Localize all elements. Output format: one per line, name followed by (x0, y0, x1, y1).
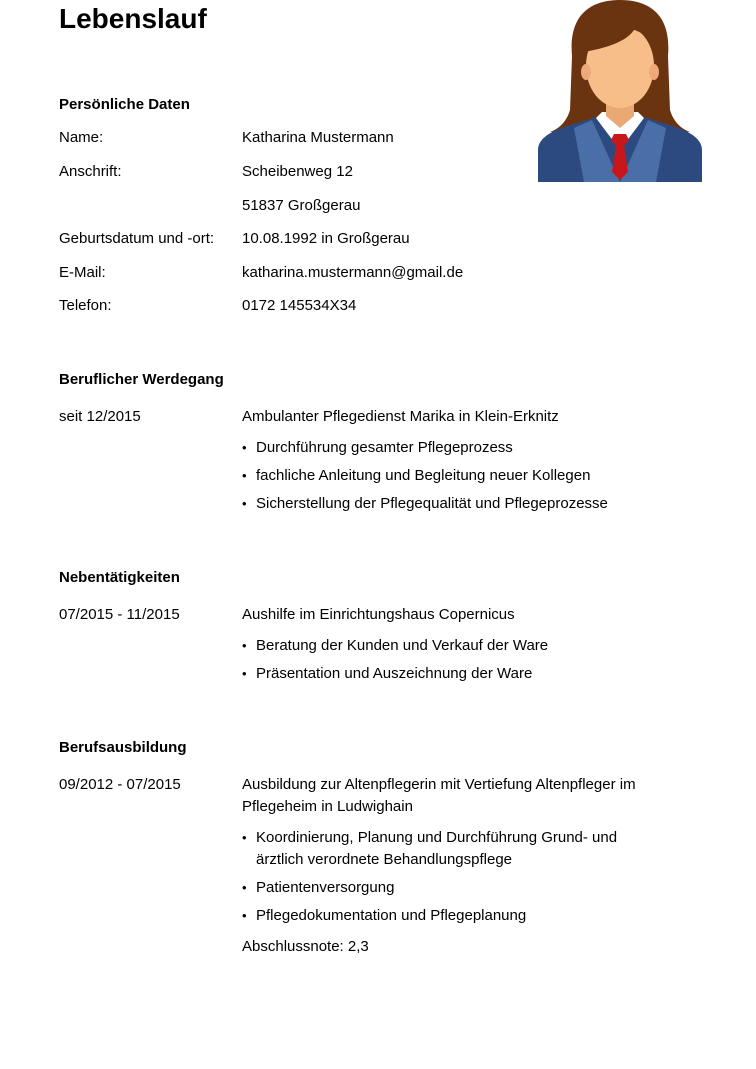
section-heading-personal: Persönliche Daten (59, 96, 190, 113)
phone-label: Telefon: (59, 297, 112, 314)
list-item: • Präsentation und Auszeichnung der Ware (242, 663, 662, 685)
career-date: seit 12/2015 (59, 408, 141, 425)
page-title: Lebenslauf (59, 3, 207, 34)
list-item: • Pflegedokumentation und Pflegeplanung (242, 905, 662, 927)
list-item: • Beratung der Kunden und Verkauf der Ware (242, 635, 662, 657)
woman-avatar-icon (534, 0, 706, 182)
side-job-employer: Aushilfe im Einrichtungshaus Copernicus (242, 606, 515, 623)
list-item: • fachliche Anleitung und Begleitung neuer Kollegen (242, 465, 662, 487)
birth-label: Geburtsdatum und -ort: (59, 230, 215, 247)
name-label: Name: (59, 129, 104, 146)
career-employer: Ambulanter Pflegedienst Marika in Klein-Erknitz (242, 408, 559, 425)
list-item: • Patientenversorgung (242, 877, 662, 899)
address-label: Anschrift: (59, 163, 122, 180)
training-date: 09/2012 - 07/2015 (59, 776, 181, 793)
final-grade: Abschlussnote: 2,3 (242, 938, 369, 955)
name-value: Katharina Mustermann (242, 129, 394, 146)
email-label: E-Mail: (59, 264, 106, 281)
city-value: 51837 Großgerau (242, 197, 361, 214)
list-item: • Durchführung gesamter Pflegeprozess (242, 437, 662, 459)
section-heading-side-jobs: Nebentätigkeiten (59, 569, 180, 586)
list-item: • Sicherstellung der Pflegequalität und Pflegeprozesse (242, 493, 662, 515)
section-heading-training: Berufsausbildung (59, 739, 187, 756)
list-item: • Koordinierung, Planung und Durchführung Grund- und ärztlich verordnete Behandlungspflege (242, 827, 662, 871)
section-heading-career: Beruflicher Werdegang (59, 371, 224, 388)
street-value: Scheibenweg 12 (242, 163, 353, 180)
side-job-bullet-list (242, 635, 662, 685)
side-job-date: 07/2015 - 11/2015 (59, 606, 180, 623)
phone-value: 0172 145534X34 (242, 297, 357, 314)
training-program: Ausbildung zur Altenpflegerin mit Vertiefung Altenpfleger im Pflegeheim in Ludwighain (242, 776, 636, 815)
training-bullet-list (242, 827, 662, 927)
birth-value: 10.08.1992 in Großgerau (242, 230, 410, 247)
email-value: katharina.mustermann@gmail.de (242, 264, 464, 281)
career-bullet-list (242, 437, 662, 515)
